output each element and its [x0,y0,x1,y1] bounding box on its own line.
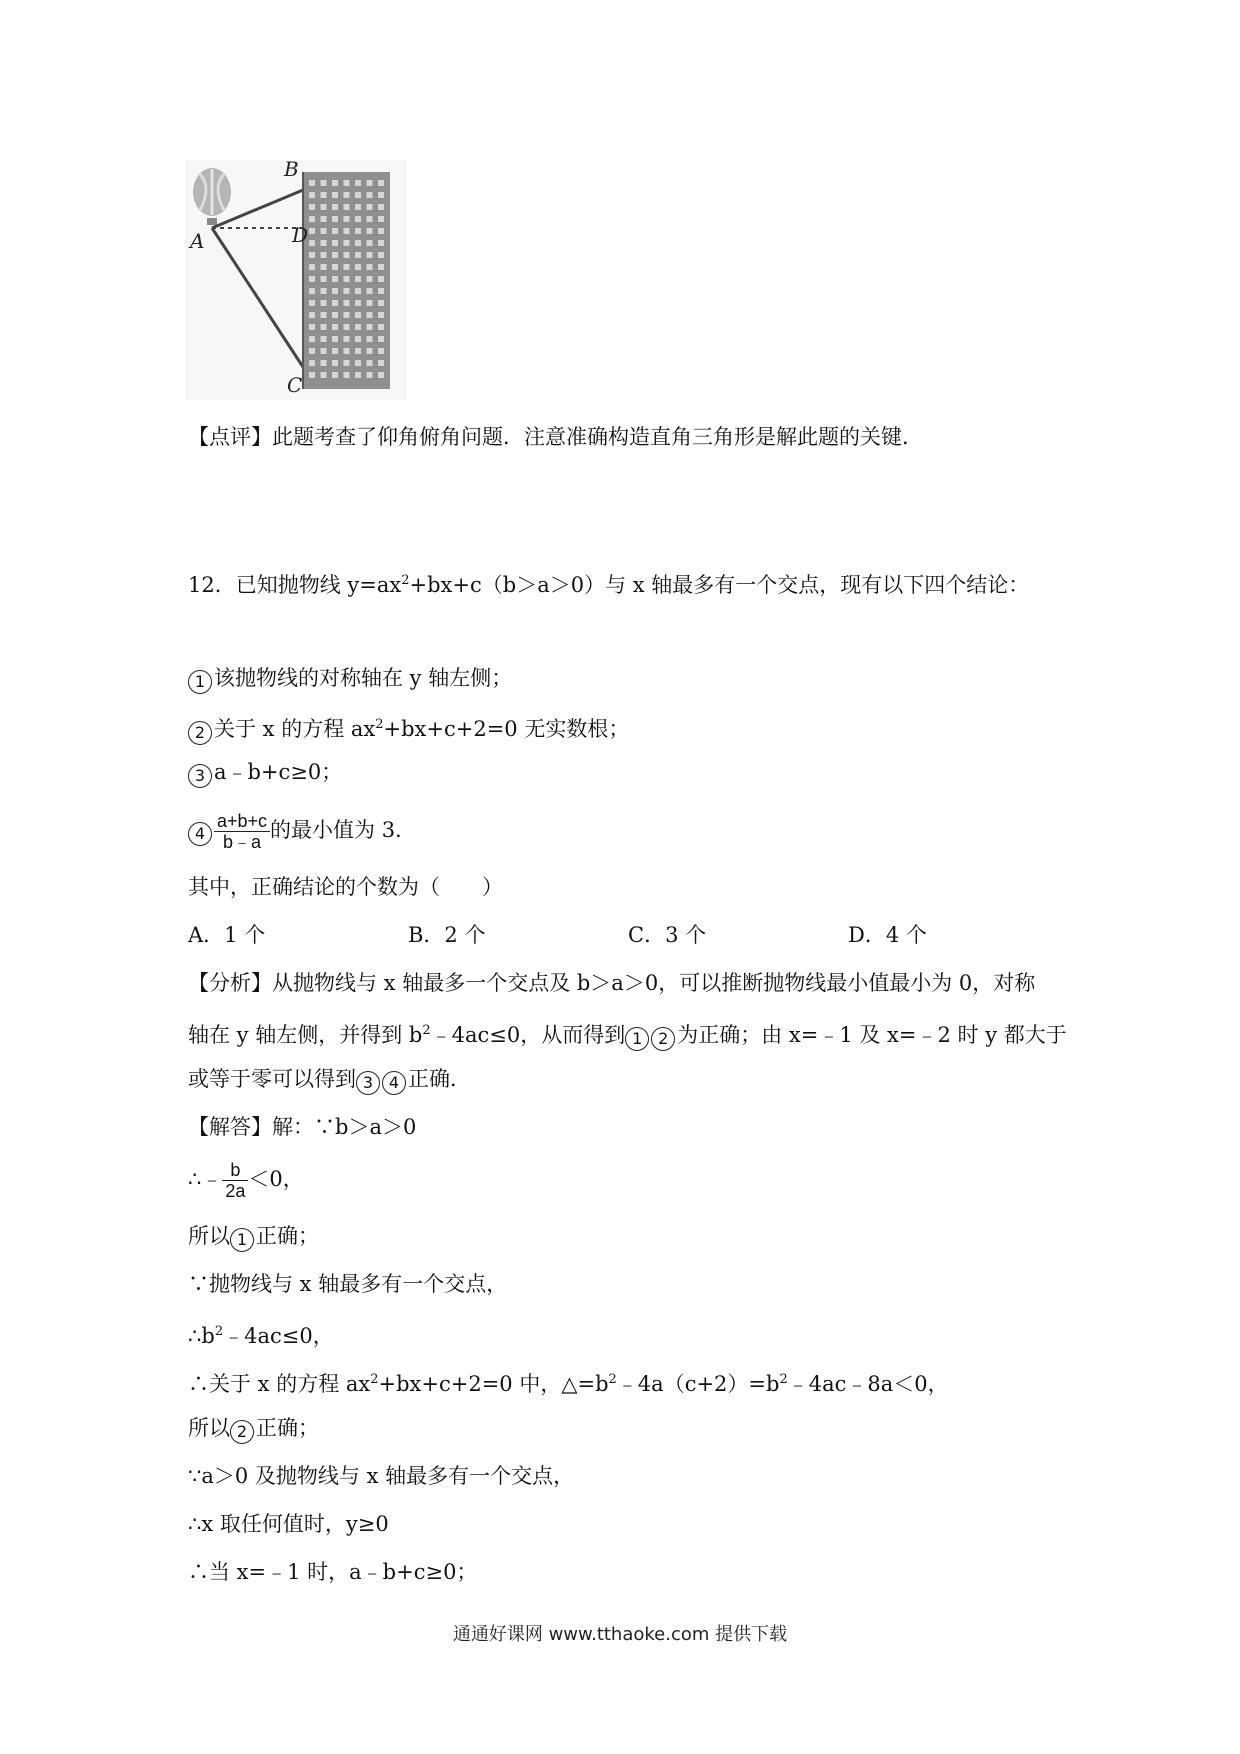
building-window [321,336,327,342]
building-window [378,348,384,354]
building-window [332,228,338,234]
label-d: D [292,223,309,247]
building-window [367,216,373,222]
building-window [332,204,338,210]
building-window [344,252,350,258]
conclusion-3 [188,758,342,788]
building-window [355,336,361,342]
building-window [321,252,327,258]
building-window [367,312,373,318]
solution-line-5 [188,1318,334,1350]
option-d: D．4 个 [848,923,927,947]
conclusion-4 [188,806,416,854]
building-window [344,228,350,234]
label-a: A [190,229,205,253]
building-window [367,360,373,366]
building-window [309,228,315,234]
fraction [214,811,270,852]
solution-line-1 [188,1113,416,1141]
building-window [355,276,361,282]
fraction-denominator: b﹣a [223,832,262,852]
solution-line-6 [188,1366,949,1398]
question-intro-post: +bx+c（b＞a＞0）与 x 轴最多有一个交点，现有以下四个结论： [409,573,1030,597]
solution-text: ﹣4ac﹣8a＜0， [787,1372,949,1396]
building-window [309,276,315,282]
comment-text: 此题考查了仰角俯角问题．注意准确构造直角三角形是解此题的关键． [272,425,923,449]
circled-number: 4 [382,1071,406,1095]
building [303,172,390,389]
solution-text: 解：∵b＞a＞0 [272,1115,417,1139]
circled-number: 2 [188,721,212,745]
conclusion-2 [188,711,629,745]
building-window [309,264,315,270]
building-window [309,180,315,186]
building-window [344,336,350,342]
building-window [378,276,384,282]
conclusion-text: 的最小值为 3． [270,818,417,842]
circled-number: 1 [625,1027,649,1051]
solution-text: 正确； [256,1224,319,1248]
solution-line-9: ∴x 取任何值时，y≥0 [188,1512,389,1536]
building-window [309,324,315,330]
building-window [355,264,361,270]
conclusion-1 [188,664,512,694]
building-window [321,192,327,198]
building-window [332,372,338,378]
building-window [321,264,327,270]
superscript: 2 [608,1372,617,1387]
superscript: 2 [375,717,384,732]
page-footer: 通通好课网 www.tthaoke.com 提供下载 [452,1624,788,1645]
building-window [367,288,373,294]
building-window [367,180,373,186]
building-window [321,288,327,294]
building-window [355,180,361,186]
circled-number: 3 [356,1071,380,1095]
building-window [355,372,361,378]
building-window [321,180,327,186]
building-window [332,264,338,270]
building-window [344,324,350,330]
comment-paragraph [188,423,923,451]
building-window [344,312,350,318]
superscript: 2 [779,1372,788,1387]
building-window [378,372,384,378]
option-a: A．1 个 [188,923,266,947]
building-window [344,300,350,306]
building-window [309,288,315,294]
fraction-denominator: 2a [225,1181,246,1201]
circled-number: 4 [188,822,212,846]
superscript: 2 [401,573,410,588]
circled-number: 2 [651,1027,675,1051]
solution-line-8: ∵a＞0 及抛物线与 x 轴最多有一个交点， [188,1464,575,1488]
building-window [344,348,350,354]
building-window [378,192,384,198]
question-intro [188,567,1029,599]
solution-text: ＜0， [248,1167,304,1191]
building-window [321,204,327,210]
building-window [344,276,350,282]
superscript: 2 [370,1372,379,1387]
building-window [309,252,315,258]
building-window [309,336,315,342]
analysis-line-1 [188,969,1035,997]
building-window [344,288,350,294]
comment-tag: 【点评】 [188,425,272,449]
building-window [332,312,338,318]
solution-text: 所以 [188,1224,230,1248]
building-window [355,240,361,246]
circled-number: 2 [230,1420,254,1444]
building-window [355,204,361,210]
building-window [321,348,327,354]
solution-text: 正确； [256,1416,319,1440]
building-window [344,372,350,378]
building-window [344,180,350,186]
label-b: B [284,160,299,181]
building-window [321,312,327,318]
building-window [378,324,384,330]
building-window [332,288,338,294]
building-window [332,324,338,330]
solution-text: 所以 [188,1416,230,1440]
building-window [355,312,361,318]
building-window [378,300,384,306]
building-window [378,252,384,258]
building-window [355,348,361,354]
building-window [321,216,327,222]
building-window [378,180,384,186]
analysis-text: 为正确；由 x=﹣1 及 x=﹣2 时 y 都大于 [677,1023,1067,1047]
building-window [378,204,384,210]
building-window [332,192,338,198]
building-window [355,216,361,222]
balloon-building-figure [186,160,406,400]
building-window [378,336,384,342]
building-window [309,204,315,210]
building-window [378,216,384,222]
building-window [367,240,373,246]
analysis-text: 轴在 y 轴左侧，并得到 b [188,1023,423,1047]
building-window [321,300,327,306]
building-window [309,240,315,246]
building-window [309,216,315,222]
analysis-text: 正确． [408,1067,471,1091]
building-window [332,336,338,342]
building-window [332,348,338,354]
building-window [344,360,350,366]
building-window [321,228,327,234]
question-number: 12． [188,573,236,597]
superscript: 2 [422,1023,431,1038]
conclusion-text: 关于 x 的方程 ax [214,717,376,741]
building-window [378,240,384,246]
analysis-line-2 [188,1017,1067,1051]
building-window [367,192,373,198]
solution-line-4: ∵抛物线与 x 轴最多有一个交点， [188,1272,508,1296]
label-c: C [287,373,303,397]
building-window [378,228,384,234]
fraction-numerator: a+b+c [214,811,270,832]
building-window [378,264,384,270]
analysis-tag: 【分析】 [188,971,272,995]
building-window [344,204,350,210]
building-window [332,300,338,306]
building-window [321,360,327,366]
building-window [367,300,373,306]
conclusion-text: 该抛物线的对称轴在 y 轴左侧； [214,666,513,690]
building-window [309,192,315,198]
building-window [332,276,338,282]
solution-text: ∴b [188,1324,215,1348]
conclusion-text: a﹣b+c≥0； [214,760,343,784]
solution-text: ﹣4ac≤0， [223,1324,334,1348]
building-window [332,180,338,186]
building-window [355,252,361,258]
building-window [367,264,373,270]
building-window [367,336,373,342]
building-window [332,240,338,246]
building-window [367,324,373,330]
building-window [355,228,361,234]
building-window [344,264,350,270]
option-b: B．2 个 [408,923,486,947]
circled-number: 3 [188,764,212,788]
solution-line-7 [188,1414,319,1444]
building-window [309,372,315,378]
analysis-line-3 [188,1065,471,1095]
circled-number: 1 [188,670,212,694]
building-window [367,348,373,354]
solution-text: ﹣4a（c+2）=b [616,1372,780,1396]
building-window [355,324,361,330]
building-window [355,192,361,198]
solution-line-3 [188,1222,319,1252]
solution-text: ∴关于 x 的方程 ax [188,1372,371,1396]
building-window [378,360,384,366]
building-window [309,360,315,366]
building-window [355,288,361,294]
building-window [367,372,373,378]
building-window [321,276,327,282]
solution-tag: 【解答】 [188,1115,272,1139]
building-window [321,240,327,246]
building-window [344,216,350,222]
building-window [378,288,384,294]
building-window [321,372,327,378]
analysis-text: ﹣4ac≤0，从而得到 [430,1023,626,1047]
solution-text: +bx+c+2=0 中，△=b [378,1372,609,1396]
building-window [344,192,350,198]
building-window [332,252,338,258]
superscript: 2 [214,1324,224,1339]
fraction-numerator: b [222,1160,248,1181]
building-window [332,360,338,366]
building-window [344,240,350,246]
question-intro-pre: 已知抛物线 y=ax [235,573,402,597]
option-c: C．3 个 [628,923,707,947]
building-window [321,324,327,330]
building-window [378,312,384,318]
building-window [309,348,315,354]
fraction [222,1160,248,1201]
building-window [367,252,373,258]
solution-line-2 [188,1155,304,1203]
solution-line-10: ∴当 x=﹣1 时，a﹣b+c≥0； [188,1560,478,1584]
circled-number: 1 [230,1228,254,1252]
solution-text: ∴﹣ [188,1167,223,1191]
building-window [309,312,315,318]
analysis-text: 从抛物线与 x 轴最多一个交点及 b＞a＞0，可以推断抛物线最小值最小为 0，对称 [272,971,1036,995]
building-window [332,216,338,222]
building-window [367,276,373,282]
building-window [367,228,373,234]
building-window [355,360,361,366]
conclusion-text: +bx+c+2=0 无实数根； [383,717,630,741]
building-window [355,300,361,306]
question-prompt: 其中，正确结论的个数为（ ） [188,875,503,899]
building-window [367,204,373,210]
analysis-text: 或等于零可以得到 [188,1067,356,1091]
building-window [309,300,315,306]
